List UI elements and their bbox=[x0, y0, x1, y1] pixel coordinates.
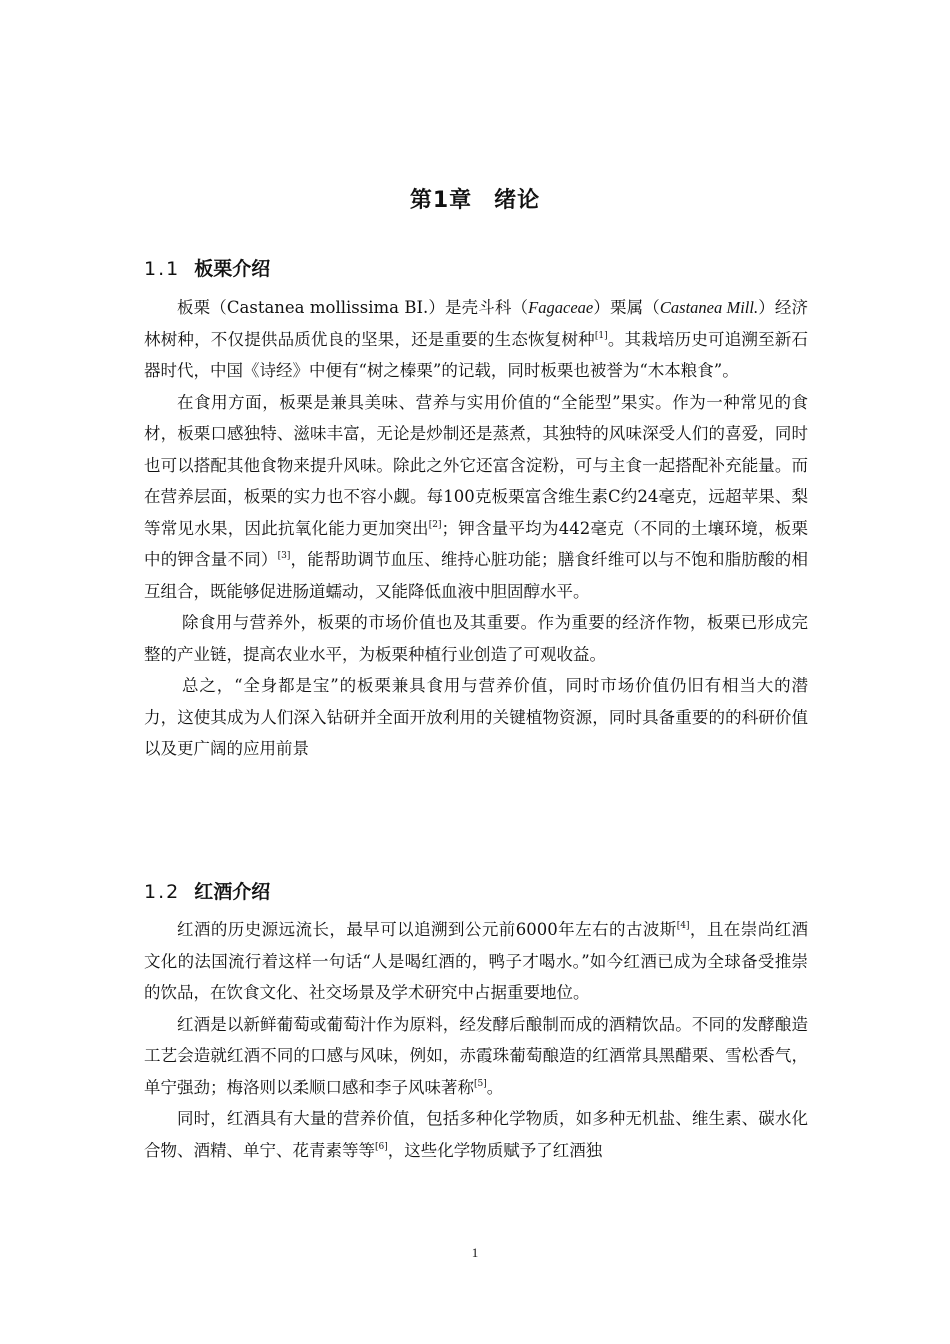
chapter-name: 绪论 bbox=[494, 188, 541, 213]
citation: [4] bbox=[676, 921, 690, 931]
paragraph: 红酒是以新鲜葡萄或葡萄汁作为原料，经发酵后酿制而成的酒精饮品。不同的发酵酿造工艺会造就红酒不同的口感与风味，例如，赤霞珠葡萄酿造的红酒常具黑醋栗、雪松香气，单宁强劲；梅洛则以柔顺口感和李子风味著称[5]。 bbox=[144, 1014, 808, 1097]
section-title: 红酒介绍 bbox=[194, 881, 271, 903]
section-title: 板栗介绍 bbox=[194, 258, 271, 280]
page-number: 1 bbox=[471, 1245, 479, 1260]
paragraph: 在食用方面，板栗是兼具美味、营养与实用价值的“全能型”果实。作为一种常见的食材，板栗口感独特、滋味丰富，无论是炒制还是蒸煮，其独特的风味深受人们的喜爱，同时也可以搭配其他食物来提升风味。除此之外它还富含淀粉，可与主食一起搭配补充能量。而在营养层面，板栗的实力也不容小觑。每100克板栗富含维生素C约24毫克，远超苹果、梨等常见水果，因此抗氧化能力更加突出[2]；钾含量平均为442毫克（不同的土壤环境，板栗中的钾含量不同）[3]，能帮助调节血压、维持心脏功能；膳食纤维可以与不饱和脂肪酸的相互组合，既能够促进肠道蠕动，又能降低血液中胆固醇水平。 bbox=[144, 392, 809, 601]
paragraph: 同时，红酒具有大量的营养价值，包括多种化学物质，如多种无机盐、维生素、碳水化合物、酒精、单宁、花青素等等[6]，这些化学物质赋予了红酒独 bbox=[144, 1109, 808, 1160]
section-heading-1-1 bbox=[144, 254, 270, 281]
section-number: 1.1 bbox=[144, 258, 181, 280]
paragraph: 红酒的历史源远流长，最早可以追溯到公元前6000年左右的古波斯[4]，且在崇尚红酒文化的法国流行着这样一句话“人是喝红酒的，鸭子才喝水。”如今红酒已成为全球备受推崇的饮品，在饮食文化、社交场景及学术研究中占据重要地位。 bbox=[144, 920, 809, 1002]
section-heading-1-2 bbox=[144, 877, 270, 904]
citation: [1] bbox=[594, 330, 608, 341]
chapter-title bbox=[0, 183, 950, 214]
citation: [6] bbox=[375, 1141, 388, 1152]
paragraph: 除食用与营养外，板栗的市场价值也及其重要。作为重要的经济作物，板栗已形成完整的产业链，提高农业水平，为板栗种植行业创造了可观收益。 bbox=[144, 613, 808, 664]
citation: [5] bbox=[474, 1078, 487, 1089]
citation: [3] bbox=[277, 551, 291, 561]
section-body-1-2 bbox=[144, 914, 808, 1166]
chapter-number: 第1章 bbox=[409, 188, 473, 213]
paragraph: 板栗（Castanea mollissima BI.）是壳斗科（Fagaceae）栗属（Castanea Mill.）经济林树种，不仅提供品质优良的坚果，还是重要的生态恢复树种[1]。其栽培历史可追溯至新石器时代，中国《诗经》中便有“树之榛栗”的记载，同时板栗也被誉为“木本粮食”。 bbox=[144, 298, 809, 380]
citation: [2] bbox=[428, 519, 442, 530]
paragraph: 总之，“全身都是宝”的板栗兼具食用与营养价值，同时市场价值仍旧有相当大的潜力，这使其成为人们深入钻研并全面开放利用的关键植物资源，同时具备重要的的科研价值以及更广阔的应用前景 bbox=[144, 676, 808, 758]
section-body-1-1 bbox=[144, 292, 808, 765]
section-number: 1.2 bbox=[144, 881, 181, 903]
